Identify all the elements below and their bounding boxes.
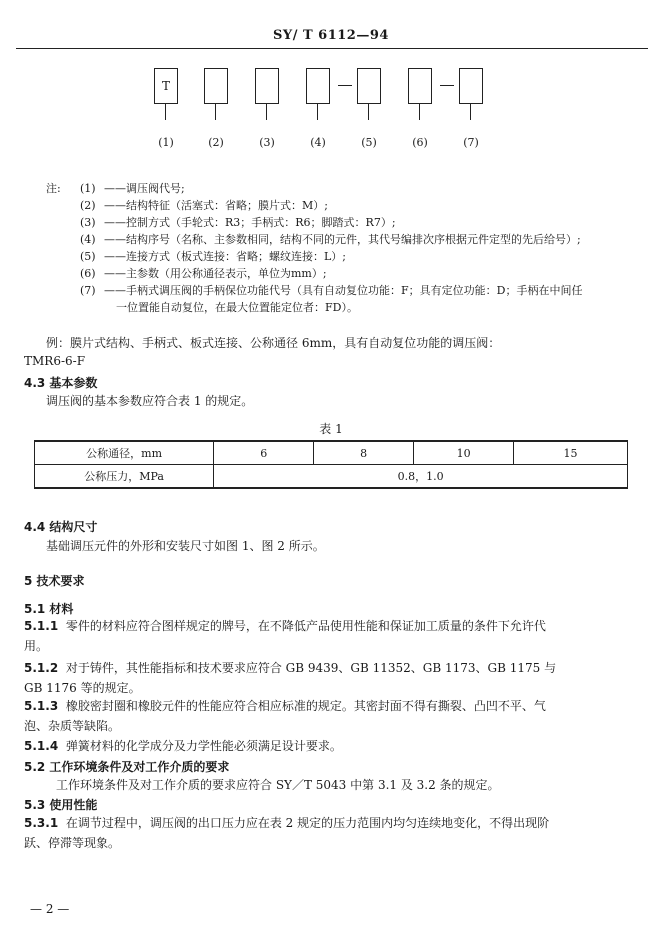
designation-box-2 [204, 68, 228, 104]
clause-5-1-1: 5.1.1 零件的材料应符合图样规定的牌号，在不降低产品使用性能和保证加工质量的条件下允许代 [24, 619, 546, 633]
designation-stem [368, 104, 369, 120]
example-code: TMR6-6-F [24, 354, 86, 368]
designation-dash-2 [440, 85, 454, 86]
table-cell: 6 [214, 441, 314, 465]
note-item: (4) ——结构序号（名称、主参数相同，结构不同的元件，其代号编排次序根据元件定型的先后给号）; [80, 233, 581, 246]
table-title: 表 1 [319, 422, 343, 436]
note-item: (6) ——主参数（用公称通径表示，单位为mm）; [80, 267, 327, 280]
clause-5-1-4: 5.1.4 弹簧材料的化学成分及力学性能必须满足设计要求。 [24, 739, 342, 753]
designation-stem [470, 104, 471, 120]
designation-box-5 [357, 68, 381, 104]
paragraph: 工作环境条件及对工作介质的要求应符合 SY／T 5043 中第 3.1 及 3.2 条的规定。 [56, 778, 500, 792]
section-heading: 4.4 结构尺寸 [24, 520, 98, 534]
clause-5-3-1: 5.3.1 在调节过程中，调压阀的出口压力应在表 2 规定的压力范围内均匀连续地变化，不得出现阶 [24, 816, 550, 830]
standard-code: SY/ T 6112—94 [273, 28, 389, 43]
designation-index: (5) [361, 136, 377, 149]
table-cell: 0.8，1.0 [214, 465, 628, 489]
designation-stem [317, 104, 318, 120]
note-item: (3) ——控制方式（手轮式：R3；手柄式：R6；脚踏式：R7）; [80, 216, 396, 229]
designation-index: (3) [259, 136, 275, 149]
example-line: 例：膜片式结构、手柄式、板式连接、公称通径 6mm，具有自动复位功能的调压阀： [46, 336, 501, 350]
table-cell: 公称通径，mm [35, 441, 214, 465]
section-heading: 5 技术要求 [24, 574, 85, 588]
clause-5-1-3: 5.1.3 橡胶密封圈和橡胶元件的性能应符合相应标准的规定。其密封面不得有撕裂、凸凹不平、气 [24, 699, 546, 713]
table-row [35, 465, 628, 489]
section-heading: 5.2 工作环境条件及对工作介质的要求 [24, 760, 230, 774]
designation-index: (1) [158, 136, 174, 149]
header-rule [16, 48, 648, 49]
paragraph: 泡、杂质等缺陷。 [24, 719, 121, 733]
section-heading: 5.1 材料 [24, 602, 74, 616]
section-heading: 5.3 使用性能 [24, 798, 98, 812]
page-number: — 2 — [30, 902, 70, 916]
paragraph: 基础调压元件的外形和安装尺寸如图 1、图 2 所示。 [46, 539, 325, 553]
table-cell: 8 [314, 441, 414, 465]
parameters-table [34, 440, 628, 489]
designation-index: (6) [412, 136, 428, 149]
designation-index: (2) [208, 136, 224, 149]
note-item: (2) ——结构特征（活塞式：省略；膜片式：M）; [80, 199, 328, 212]
designation-box-4 [306, 68, 330, 104]
table-cell: 15 [514, 441, 628, 465]
designation-index: (4) [310, 136, 326, 149]
paragraph: 用。 [24, 639, 49, 653]
designation-stem [419, 104, 420, 120]
designation-stem [165, 104, 166, 120]
designation-box-3 [255, 68, 279, 104]
paragraph: 调压阀的基本参数应符合表 1 的规定。 [46, 394, 254, 408]
designation-box-6 [408, 68, 432, 104]
table-row [35, 441, 628, 465]
clause-5-1-2: 5.1.2 对于铸件，其性能指标和技术要求应符合 GB 9439、GB 11352、GB 1173、GB 1175 与 [24, 661, 557, 675]
designation-index: (7) [463, 136, 479, 149]
designation-dash-1 [338, 85, 352, 86]
notes-label: 注: [46, 182, 61, 195]
note-item: (5) ——连接方式（板式连接：省略；螺纹连接：L）; [80, 250, 347, 263]
table-cell: 公称压力，MPa [35, 465, 214, 489]
section-heading: 4.3 基本参数 [24, 376, 98, 390]
note-item: (7) ——手柄式调压阀的手柄保位功能代号（具有自动复位功能：F；具有定位功能：D；手柄在中间任 [80, 284, 583, 297]
note-continuation: 一位置能自动复位，在最大位置能定位者：FD）。 [116, 301, 358, 314]
designation-box-1: T [154, 68, 178, 104]
designation-stem [266, 104, 267, 120]
paragraph: GB 1176 等的规定。 [24, 681, 141, 695]
designation-stem [215, 104, 216, 120]
paragraph: 跃、停滞等现象。 [24, 836, 121, 850]
note-item: (1) ——调压阀代号; [80, 182, 185, 195]
table-cell: 10 [414, 441, 514, 465]
designation-box-7 [459, 68, 483, 104]
